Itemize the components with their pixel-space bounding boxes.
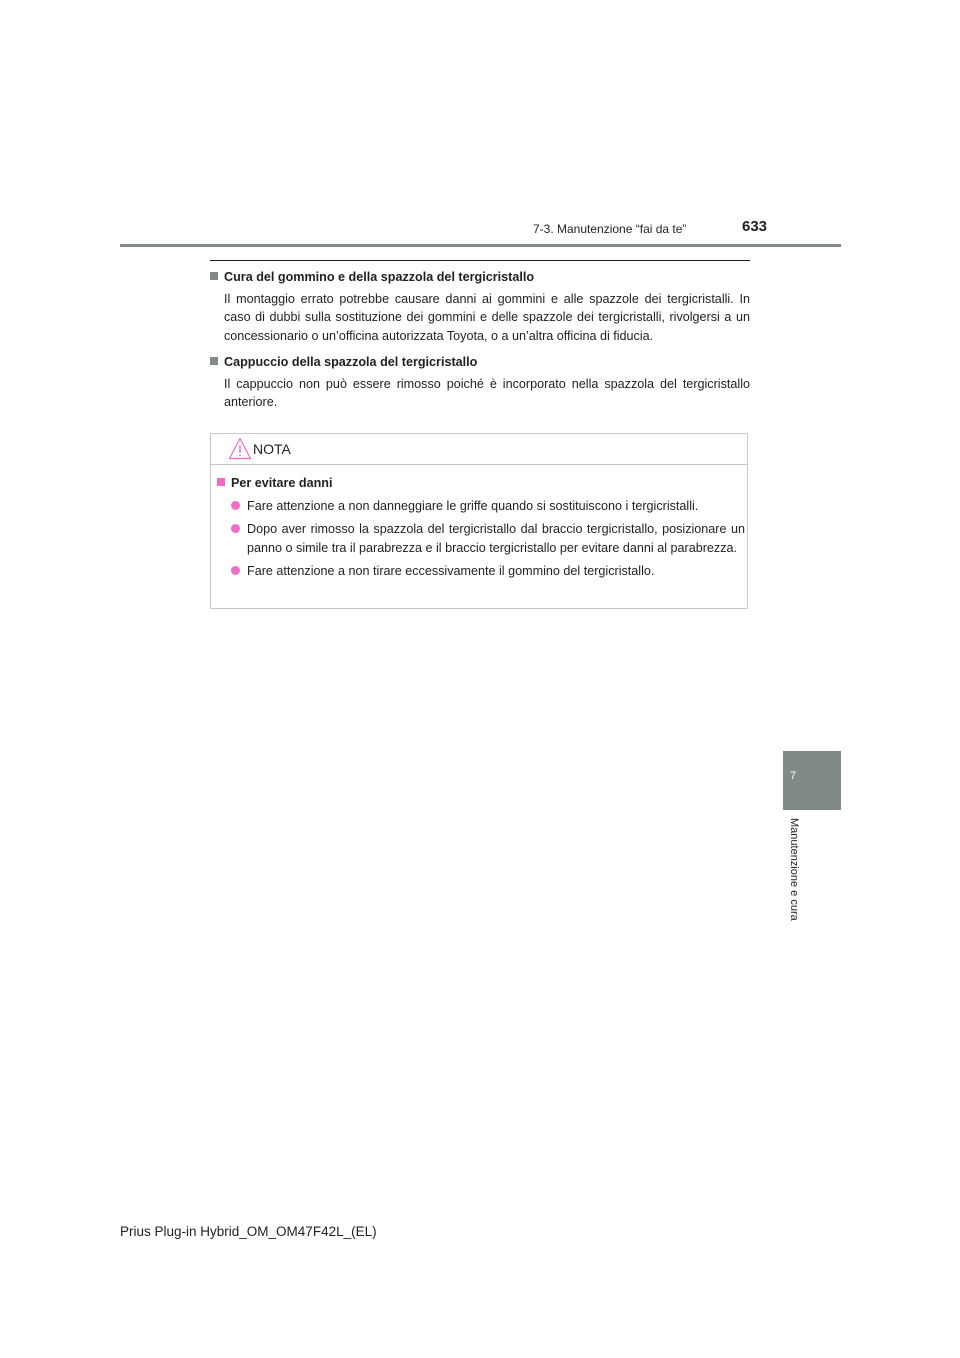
header-rule [120,244,841,247]
section-wiper-rubber-care [210,268,750,345]
square-bullet-icon [217,478,225,486]
page-number: 633 [742,218,768,235]
nota-title-text: Per evitare danni [231,476,333,490]
nota-body [217,474,745,581]
nota-bullet [217,520,745,558]
section-paragraph: Il cappuccio non può essere rimosso poiché è incorporato nella spazzola del tergicristallo anteriore. [224,376,750,409]
chapter-number: 7 [790,770,797,782]
section-title [210,353,750,372]
nota-bullet-text: Fare attenzione a non tirare eccessivamente il gommino del tergicristallo. [247,564,655,578]
nota-bullet-text: Dopo aver rimosso la spazzola del tergicristallo dal braccio tergicristallo, posizionare un panno o simile tra il parabrezza e il braccio tergicristallo per evitare danni al parabrezza. [247,522,745,555]
footer-text: Prius Plug-in Hybrid_OM_OM47F42L_(EL) [120,1224,377,1239]
nota-bullet-text: Fare attenzione a non danneggiare le griffe quando si sostituiscono i tergicristalli. [247,499,699,513]
section-title-text: Cappuccio della spazzola del tergicristallo [224,355,478,369]
nota-bullet [217,497,745,516]
bullet-dot-icon [231,501,240,510]
warning-triangle-icon [228,437,252,465]
nota-bullet [217,562,745,581]
bullet-dot-icon [231,566,240,575]
nota-label: NOTA [253,441,291,457]
content-rule [210,260,750,261]
section-paragraph: Il montaggio errato potrebbe causare danni ai gommini e alle spazzole dei tergicristalli. In caso di dubbi sulla sostituzione dei gommini e delle spazzole dei tergicristalli, rivolgersi a un concessionario o un’officina autorizzata Toyota, o a un’altra officina di fiducia. [224,291,750,343]
header-section-title: 7-3. Manutenzione “fai da te” [533,222,687,236]
nota-box [210,433,748,609]
bullet-dot-icon [231,524,240,533]
section-title-text: Cura del gommino e della spazzola del tergicristallo [224,270,535,284]
square-bullet-icon [210,272,218,280]
main-content [210,268,750,412]
nota-title [217,474,745,493]
chapter-label: Manutenzione e cura [788,818,800,921]
section-wiper-cap [210,353,750,412]
square-bullet-icon [210,357,218,365]
nota-header [211,434,747,465]
section-title [210,268,750,287]
